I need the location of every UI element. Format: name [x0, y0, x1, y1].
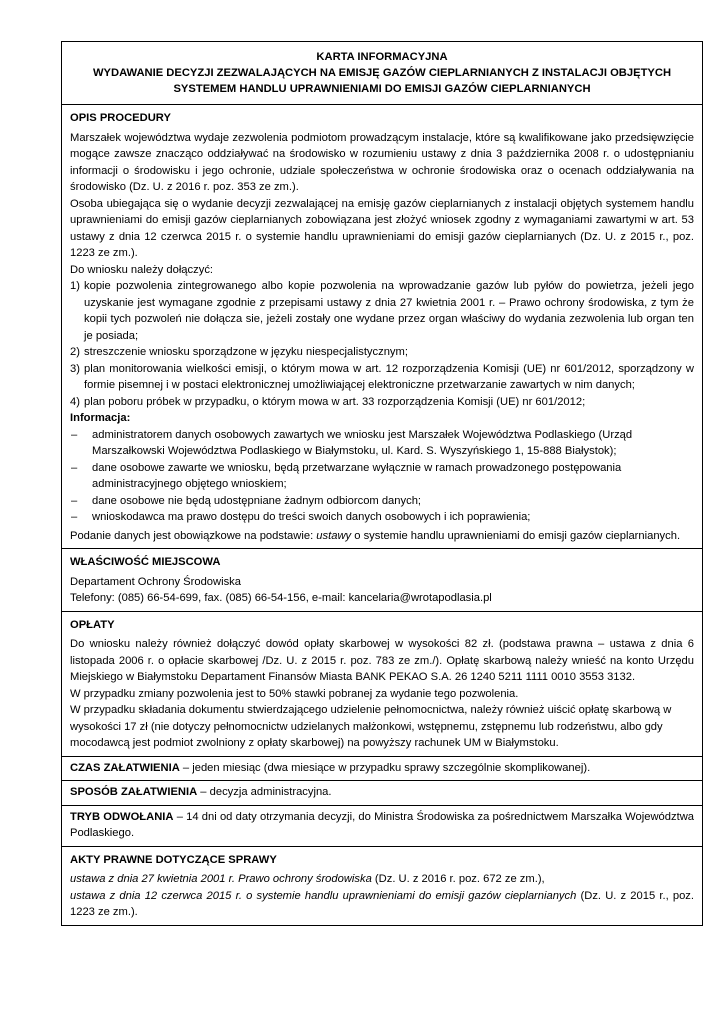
- card-subtitle-line2: SYSTEMEM HANDLU UPRAWNIENIAMI DO EMISJI GAZÓW CIEPLARNIANYCH: [173, 83, 591, 95]
- section-title-oplaty: OPŁATY: [70, 618, 115, 631]
- info-label: Informacja:: [70, 412, 131, 424]
- list-item-text: plan poboru próbek w przypadku, o którym mowa w art. 33 rozporządzenia Komisji (UE) nr 601/2012;: [84, 395, 586, 408]
- section-akty: [62, 846, 702, 925]
- tryb-text: – 14 dni od daty otrzymania decyzji, do Ministra Środowiska za pośrednictwem Marszałka Województwa Podlaskiego.: [70, 810, 694, 839]
- section-czas: [62, 756, 702, 781]
- section-title-opis: OPIS PROCEDURY: [70, 112, 171, 124]
- list-item-text: kopie pozwolenia zintegrowanego albo kopie pozwolenia na wprowadzanie gazów lub pyłów do powietrza, jeżeli jego uzyskanie jest wymagane zgodnie z przepisami ustawy z dnia 27 kwietnia 2001 r. – Prawo ochrony środowiska, z tym że kopii tych pozwoleń nie dołącza sie, jeżeli zostały one wydane przez organ właściwy do wydania zezwolenia lub organ ten je posiada;: [84, 280, 694, 342]
- oplaty-paragraph-2: W przypadku zmiany pozwolenia jest to 50% stawki pobranej za wydanie tego pozwolenia.: [70, 687, 519, 700]
- final-italic: ustawy: [316, 529, 352, 542]
- department-name: Departament Ochrony Środowiska: [70, 575, 241, 588]
- section-title-wlasciwosc: WŁAŚCIWOŚĆ MIEJSCOWA: [70, 556, 221, 568]
- opis-final-paragraph: [70, 528, 694, 545]
- list-item-number: 3): [70, 362, 80, 375]
- list-item-text: dane osobowe nie będą udostępniane żadnym odbiorcom danych;: [92, 494, 422, 507]
- list-item: [70, 278, 694, 344]
- dash-icon: –: [71, 428, 78, 441]
- dash-icon: –: [71, 511, 78, 523]
- list-item-text: plan monitorowania wielkości emisji, o którym mowa w art. 12 rozporządzenia Komisji (UE) nr 601/2012, sporządzony w formie pisemnej i w postaci elektronicznej umożliwiającej elektroniczne przetwarzanie zawartych w nim danych;: [84, 362, 694, 391]
- list-item-number: 1): [70, 280, 80, 292]
- list-item-number: 4): [70, 395, 80, 408]
- dash-icon: –: [71, 461, 78, 474]
- section-opis-procedury: [62, 104, 702, 548]
- list-item: [70, 493, 694, 510]
- akty-line-1-rest: (Dz. U. z 2016 r. poz. 672 ze zm.),: [371, 873, 545, 885]
- list-item: [70, 509, 694, 526]
- oplaty-paragraph-1: Do wniosku należy również dołączyć dowód opłaty skarbowej w wysokości 82 zł. (podstawa prawna – ustawa z dnia 6 listopada 2006 r. o opłacie skarbowej /Dz. U. z 2015 r. poz. 783 ze zm./). Opłatę skarbową należy wnieść na konto Urzędu Miejskiego w Białymstoku Departament Finansów Miasta BANK PEKAO S.A. 26 1240 5211 1111 0010 3553 3132.: [70, 638, 694, 683]
- card-header: [62, 42, 702, 104]
- sposob-label: SPOSÓB ZAŁATWIENIA: [70, 786, 198, 798]
- list-item-text: streszczenie wniosku sporządzone w języku niespecjalistycznym;: [84, 346, 408, 358]
- sposob-text: – decyzja administracyjna.: [197, 786, 332, 798]
- opis-paragraph-3: Do wniosku należy dołączyć:: [70, 263, 214, 276]
- card-title: KARTA INFORMACYJNA: [316, 51, 448, 63]
- opis-paragraph-1: Marszałek województwa wydaje zezwolenia podmiotom prowadzącym instalacje, które są kwalifikowane jako przedsięwzięcie mogące zawsze znacząco oddziaływać na środowisko w rozumieniu ustawy z dnia 3 października 2008 r. o udostępnianiu informacji o środowisku i jego ochronie, udziale społeczeństwa w ochronie środowiska oraz o ocenach oddziaływania na środowisko (Dz. U. z 2016 r. poz. 353 ze zm.).: [70, 131, 694, 193]
- list-item-text: dane osobowe zawarte we wniosku, będą przetwarzane wyłącznie w ramach prowadzonego postępowania administracyjnego objętego wnioskiem;: [92, 461, 622, 490]
- tryb-label: TRYB ODWOŁANIA: [70, 810, 174, 823]
- section-wlasciwosc: [62, 548, 702, 611]
- list-item-text: administratorem danych osobowych zawartych we wniosku jest Marszałek Województwa Podlaskiego (Urząd Marszałkowski Województwa Podlaskiego w Białymstoku, ul. Kard. S. Wyszyńskiego 1, 15-888 Białystok);: [92, 428, 633, 457]
- list-item: [70, 394, 694, 411]
- opis-paragraph-2: Osoba ubiegająca się o wydanie decyzji zezwalającej na emisję gazów cieplarnianych z instalacji objętych systemem handlu uprawnieniami do emisji gazów cieplarnianych zobowiązana jest złożyć wniosek zgodny z wymaganiami zawartymi w art. 53 ustawy z dnia 12 czerwca 2015 r. o systemie handlu uprawnieniami do emisji gazów cieplarnianych (Dz. U. z 2015 r., poz. 1223 ze zm.).: [70, 197, 694, 259]
- contact-line: Telefony: (085) 66-54-699, fax. (085) 66-54-156, e-mail: kancelaria@wrotapodlasia.pl: [70, 592, 492, 604]
- card-subtitle-line1: WYDAWANIE DECYZJI ZEZWALAJĄCYCH NA EMISJĘ GAZÓW CIEPLARNIANYCH Z INSTALACJI OBJĘTYCH: [92, 67, 672, 79]
- list-item: [70, 344, 694, 361]
- czas-label: CZAS ZAŁATWIENIA: [70, 761, 180, 774]
- akty-line-2-italic: ustawa z dnia 12 czerwca 2015 r. o systemie handlu uprawnieniami do emisji gazów cieplarnianych: [70, 889, 577, 902]
- section-sposob: [62, 780, 702, 805]
- akty-line-1-italic: ustawa z dnia 27 kwietnia 2001 r. Prawo ochrony środowiska: [70, 873, 372, 885]
- list-item: [70, 460, 694, 493]
- list-item: [70, 427, 694, 460]
- section-oplaty: [62, 611, 702, 756]
- list-item-text: wnioskodawca ma prawo dostępu do treści swoich danych osobowych i ich poprawienia;: [92, 511, 531, 523]
- final-prefix: Podanie danych jest obowiązkowe na podstawie:: [70, 529, 317, 542]
- akty-line-1: [70, 871, 694, 888]
- section-title-akty: AKTY PRAWNE DOTYCZĄCE SPRAWY: [70, 853, 277, 866]
- list-item-number: 2): [70, 346, 80, 358]
- czas-text: – jeden miesiąc (dwa miesiące w przypadku sprawy szczególnie skomplikowanej).: [179, 761, 591, 774]
- list-item: [70, 361, 694, 394]
- info-card: [61, 41, 703, 926]
- final-suffix: o systemie handlu uprawnieniami do emisji gazów cieplarnianych.: [351, 529, 681, 542]
- oplaty-paragraph-3: W przypadku składania dokumentu stwierdzającego udzielenie pełnomocnictwa, należy również uiścić opłatę skarbową w wysokości 17 zł (nie dotyczy pełnomocnictw udzielanych małżonkowi, wstępnemu, zstępnemu lub rodzeństwu, albo gdy mocodawcą jest podmiot zwolniony z opłaty skarbowej) na powyższy rachunek UM w Białymstoku.: [70, 704, 672, 749]
- dash-icon: –: [71, 494, 78, 507]
- akty-line-2: [70, 888, 694, 921]
- akty-line-2-rest: (Dz. U. z 2015 r., poz. 1223 ze zm.).: [70, 889, 695, 918]
- section-tryb: [62, 805, 702, 846]
